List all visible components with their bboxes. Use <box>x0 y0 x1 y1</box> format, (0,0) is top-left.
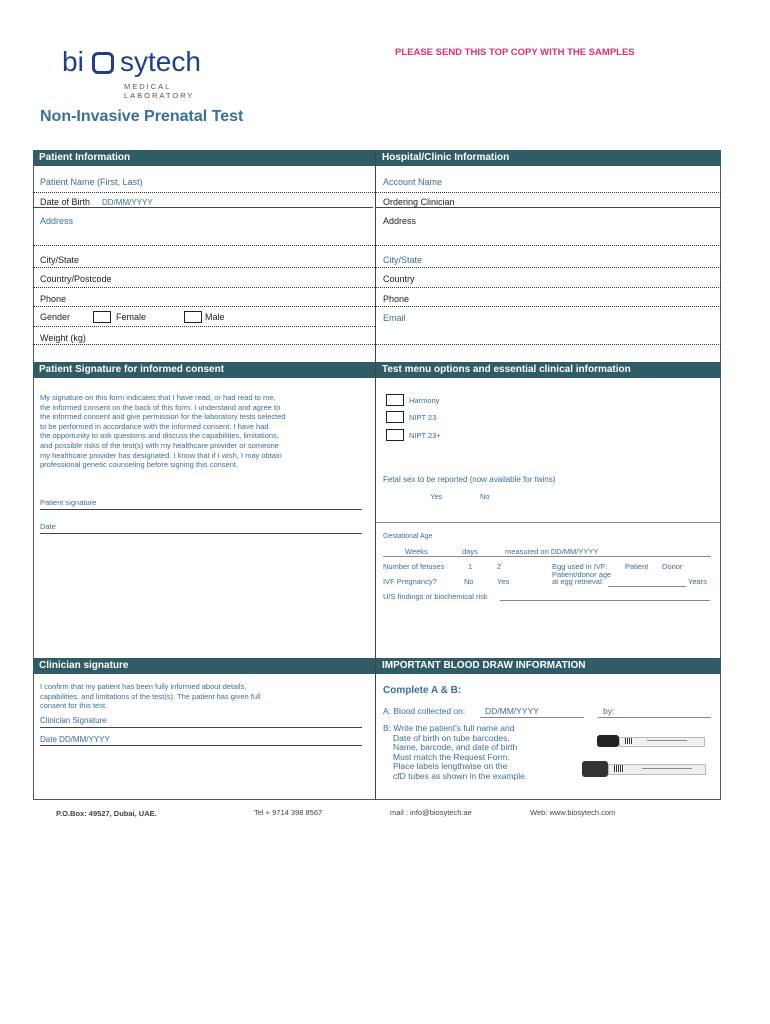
patient-phone-field[interactable]: Phone <box>40 294 67 304</box>
egg-ivf-label: Egg used in IVF: <box>552 562 608 571</box>
fetal-sex-yes[interactable]: Yes <box>430 492 443 501</box>
nipt23-label: NIPT 23 <box>409 413 437 422</box>
fetal-sex-label: Fetal sex to be reported (now available for twins) <box>383 475 556 484</box>
consent-line: the informed consent on the back of this form. I understand and agree to <box>40 402 281 412</box>
patient-signature-line[interactable] <box>40 509 362 510</box>
egg-patient[interactable]: Patient <box>625 562 649 571</box>
complete-ab-label: Complete A & B: <box>383 685 462 696</box>
blood-b-line: Place labels lengthwise on the <box>393 761 508 772</box>
blood-collected-label: A: Blood collected on: <box>383 706 466 716</box>
consent-line: the informed consent and give permission for the laboratory tests selected <box>40 412 286 422</box>
footer-web[interactable]: Web: www.biosytech.com <box>530 808 616 817</box>
nipt23plus-label: NIPT 23+ <box>409 431 441 440</box>
top-note: PLEASE SEND THIS TOP COPY WITH THE SAMPLES <box>395 47 635 58</box>
blood-b-line: B: Write the patient's full name and <box>383 723 515 733</box>
us-findings-label: U/S findings or biochemical risk <box>383 592 488 601</box>
female-label: Female <box>116 312 147 322</box>
ivf-yes[interactable]: Yes <box>497 577 510 586</box>
footer-mail[interactable]: mail : info@biosytech.ae <box>390 808 472 817</box>
clinician-signature-line[interactable] <box>40 727 362 728</box>
by-label: by: <box>603 706 615 716</box>
male-checkbox[interactable] <box>184 311 202 323</box>
egg-retrieval-label: at egg retrieval: <box>552 577 604 586</box>
consent-date-label: Date <box>40 522 56 531</box>
dob-field[interactable]: DD/MM/YYYY <box>102 198 153 207</box>
hospital-city-field[interactable]: City/State <box>383 255 423 265</box>
egg-donor[interactable]: Donor <box>662 562 683 571</box>
consent-line: the opportunity to ask questions and discuss the capabilities, limitations, <box>40 431 279 441</box>
blood-collected-date[interactable]: DD/MM/YYYY <box>485 706 539 716</box>
consent-text <box>40 393 360 470</box>
donor-age-line[interactable] <box>608 586 686 587</box>
consent-line: professional genetic counseling before signing this consent. <box>40 460 239 470</box>
blood-b-text <box>383 724 583 782</box>
clinician-signature-label: Clinician Signature <box>40 716 107 725</box>
us-findings-line[interactable] <box>500 600 710 601</box>
fetuses-one[interactable]: 1 <box>468 562 473 571</box>
patient-info-header: Patient Information <box>33 150 375 166</box>
hospital-info-header: Hospital/Clinic Information <box>376 150 721 166</box>
logo <box>62 44 232 100</box>
footer-tel: Tel + 9714 398 8567 <box>254 808 323 817</box>
days-label[interactable]: days <box>462 547 478 556</box>
clinician-line: capabilities, and limitations of the test(s). The patient has given full <box>40 691 261 701</box>
harmony-checkbox[interactable] <box>386 394 404 406</box>
harmony-label: Harmony <box>409 396 440 405</box>
logo-bi: bi <box>62 46 84 77</box>
clinician-date-label: Date DD/MM/YYYY <box>40 735 110 744</box>
patient-city-field[interactable]: City/State <box>40 255 80 265</box>
ordering-clinician-field[interactable]: Ordering Clinician <box>383 197 455 207</box>
blood-b-line: Date of birth on tube barcodes. <box>393 732 510 743</box>
consent-header: Patient Signature for informed consent <box>33 362 375 378</box>
test-menu-header: Test menu options and essential clinical information <box>376 362 721 378</box>
gender-label: Gender <box>40 312 71 322</box>
female-checkbox[interactable] <box>93 311 111 323</box>
hospital-phone-field[interactable]: Phone <box>383 294 410 304</box>
page-title: Non-Invasive Prenatal Test <box>40 108 244 125</box>
num-fetuses-label: Number of fetuses <box>383 562 445 571</box>
blood-b-line: cfD tubes as shown in the example. <box>393 770 528 781</box>
blood-b-line: Name, barcode, and date of birth <box>393 742 518 753</box>
consent-line: My signature on this form indicates that I have read, or had read to me, <box>40 393 276 402</box>
consent-date-line[interactable] <box>40 533 362 534</box>
blood-b-line: Must match the Request Form. <box>393 751 510 762</box>
patient-country-field[interactable]: Country/Postcode <box>40 274 112 284</box>
hospital-address-field[interactable]: Address <box>383 216 417 226</box>
patient-signature-label: Patient signature <box>40 498 97 507</box>
footer-pobox: P.O.Box: 49527, Dubai, UAE. <box>56 809 157 818</box>
consent-line: to be performed in accordance with the informed consent. I have had <box>40 421 269 431</box>
logo-o-icon <box>92 52 114 74</box>
logo-sytech: sytech <box>120 46 201 77</box>
ivf-no[interactable]: No <box>464 577 474 586</box>
ivf-pregnancy-label: IVF Pregnancy? <box>383 577 437 586</box>
nipt23-checkbox[interactable] <box>386 411 404 423</box>
tube-labelled-image <box>582 761 704 777</box>
tube-example-image <box>597 734 703 748</box>
years-label: Years <box>688 577 707 586</box>
weeks-label[interactable]: Weeks <box>405 547 428 556</box>
consent-line: and possible risks of the test(s) with my healthcare provider or someone <box>40 440 279 450</box>
hospital-country-field[interactable]: Country <box>383 274 415 284</box>
clinician-line: I confirm that my patient has been fully informed about details, <box>40 682 247 691</box>
fetuses-two[interactable]: 2 <box>497 562 502 571</box>
dob-label: Date of Birth <box>40 197 91 207</box>
gestational-age-label: Gestational Age <box>383 533 433 540</box>
male-label: Male <box>205 312 225 322</box>
clinician-date-line[interactable] <box>40 745 362 746</box>
logo-subtitle: MEDICAL LABORATORY <box>124 82 195 100</box>
blood-draw-header: IMPORTANT BLOOD DRAW INFORMATION <box>376 658 721 674</box>
consent-line: my healthcare provider has designated. I know that if I wish, I may obtain <box>40 450 282 460</box>
hospital-email-field[interactable]: Email <box>383 313 406 323</box>
fetal-sex-no[interactable]: No <box>480 492 490 501</box>
donor-age-label: Patient/donor age <box>552 570 612 579</box>
measured-on-label[interactable]: measured on DD/MM/YYYY <box>505 547 599 556</box>
clinician-header: Clinician signature <box>33 658 375 674</box>
patient-address-field[interactable]: Address <box>40 216 74 226</box>
nipt23plus-checkbox[interactable] <box>386 429 404 441</box>
account-name-field[interactable]: Account Name <box>383 177 443 187</box>
by-line[interactable] <box>598 717 711 718</box>
clinician-text <box>40 682 360 711</box>
clinician-line: consent for this test. <box>40 701 108 711</box>
patient-name-field[interactable]: Patient Name (First, Last) <box>40 177 143 187</box>
weight-field[interactable]: Weight (kg) <box>40 333 86 343</box>
